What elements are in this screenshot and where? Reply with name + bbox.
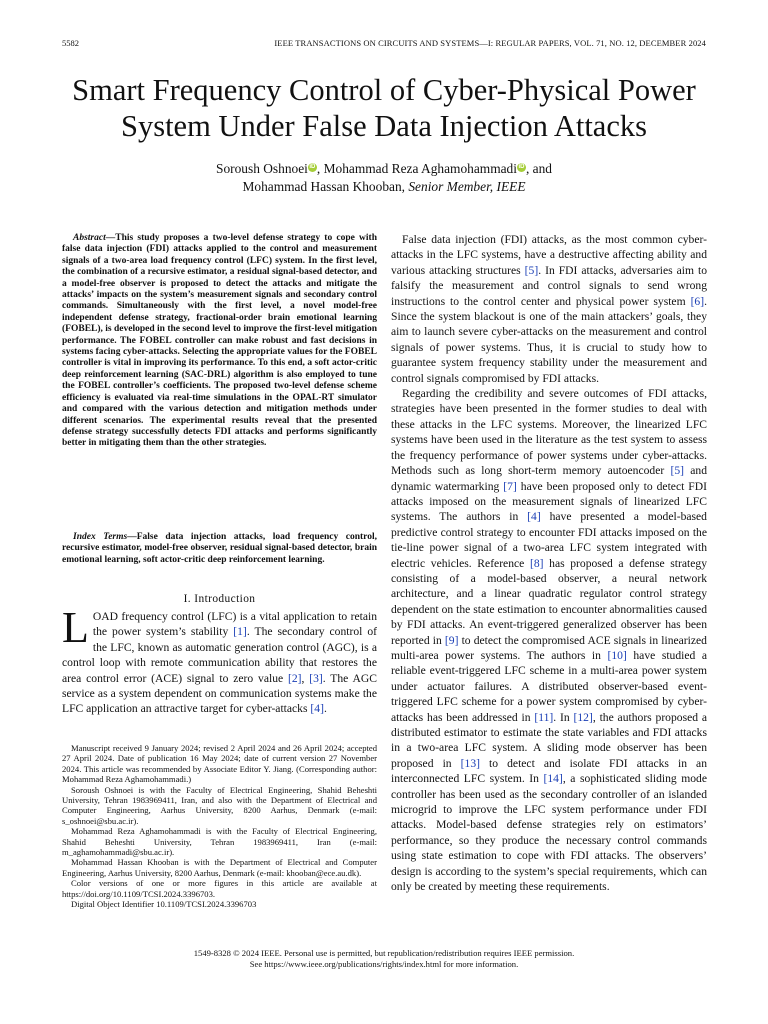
abstract <box>62 233 377 450</box>
author-title: Senior Member, IEEE <box>408 179 526 194</box>
drop-cap: L <box>62 603 89 652</box>
footnote-color: Color versions of one or more figures in this article are available at https://doi.org/10.1109/TCSI.2024.3396703. <box>62 878 377 899</box>
copyright-footer <box>40 948 728 969</box>
citation-link[interactable]: [8] <box>529 556 544 570</box>
index-terms-text: False data injection attacks, load frequency control, recursive estimator, model-free observer, residual signal-based detector, brain emotional learning, soft actor-critic deep reinforcement learning. <box>62 532 377 565</box>
footnotes <box>62 743 377 910</box>
citation-link[interactable]: [5] <box>670 464 685 478</box>
citation-link[interactable]: [5] <box>524 263 539 277</box>
abstract-text: This study proposes a two-level defense strategy to cope with false data injection (FDI) attacks applied to the control and measurement signals of a two-area load frequency control (LFC) system. In the first level, the combination of a recursive estimator, a residual signal-based detector, and a model-free observer is proposed to detect the attacks and mitigate the attacks’ impacts on the system’s measurement signals and secondary control commands. Simultaneously with the first level, a novel model-free independent defense strategy, fractional-order brain emotional learning (FOBEL), is developed in the second level to improve the first-level mitigation performance. The FOBEL controller can make robust and fast decisions in systems facing cyber-attacks. Selecting the appropriate values for the FOBEL controller is vital in improving its performance. To this end, a soft actor-critic deep reinforcement learning (SAC-DRL) algorithm is also employed to tune the FOBEL controller’s coefficients. The proposed two-level defense scheme efficiency is evaluated via real-time simulations in the OPAL-RT simulator and compared with the various detection and mitigation methods under different scenarios. The experimental results reveal that the presented defense strategy successfully detects FDI attacks and performs significantly better in mitigating them than the other strategies. <box>62 233 377 449</box>
citation-link[interactable]: [1] <box>233 625 247 639</box>
body-paragraph: False data injection (FDI) attacks, as the most common cyber-attacks in the LFC systems, have a destructive affecting ability and various attacking structures [5]. In FDI attacks, adversaries aim to falsify the measurement and control signals to send wrong instructions to the control center and physical power system [6]. Since the system blackout is one of the main attackers’ goals, they aim to launch severe cyber-attacks on the measurement and control signals of power systems. Thus, it is crucial to study how to guarantee system frequency stability under the measurement and control signals compromised by FDI attacks. <box>391 233 708 385</box>
intro-paragraph <box>62 603 377 717</box>
citation-link[interactable]: [3] <box>309 671 323 685</box>
section-heading: I. Introduction <box>183 593 256 605</box>
orcid-icon[interactable]: iD <box>518 163 525 170</box>
citation-link[interactable]: [4] <box>527 510 541 524</box>
author-list: Soroush Oshnoei iD , Mohammad Reza Aghamohammadi iD , and Mohammad Hassan Khooban, Senior Member, IEEE <box>216 161 552 194</box>
right-column <box>391 232 707 894</box>
body-paragraph: Regarding the credibility and severe outcomes of FDI attacks, strategies have been presented in the former studies to deal with these attacks in the LFC systems. Moreover, the linearized LFC systems have been used in the literature as the test system to assess the frequency performance of power systems under cyber-attacks. Methods such as long short-term memory autoencoder [5] and dynamic watermarking [7] have been proposed only to detect FDI attacks imposed on the measurement signals of linearized LFC systems. The authors in [4] have presented a model-based predictive control strategy to encounter FDI attacks imposed on the tie-line power signal of a two-area LFC system integrated with electric vehicles. Reference [8] has proposed a defense strategy consisting of a model-based observer, a neural network architecture, and a linear quadratic regulator control strategy dependent on the state estimation to encounter abnormalities caused by FDI attacks. An event-triggered generalized observer has been reported in [9] to detect the compromised ACE signals in linearized multi-area power systems. The authors in [10] have studied a reliable event-triggered LFC scheme in a multi-area power system under actuator failures. A distributed observer-based event-triggered LFC scheme for a power system compromised by cyber-attacks has been addressed in [11]. In [12], the authors proposed a distributed estimator to estimate the state variables and FDI attacks in a two-area LFC system. A sliding mode observer has been proposed in [13] to detect and isolate FDI attacks in an interconnected LFC system. In [14], a sophisticated sliding mode controller has been used as the secondary controller of an islanded microgrid to improve the LFC system performance under FDI attacks. Model-based defense strategies rely on estimators’ performance, so they produce the necessary control commands using state estimation to cope with FDI attacks. The observers’ design is according to the system’s special requirements, which can only be created by meeting these requirements. <box>391 387 708 894</box>
page-number: 5582 <box>62 38 79 48</box>
author-name: Mohammad Hassan Khooban <box>242 179 402 194</box>
footnote-manuscript: Manuscript received 9 January 2024; revised 2 April 2024 and 26 April 2024; accepted 27 April 2024. Date of publication 16 May 2024; date of current version 27 November 2024. This article was recommended by Associate Editor Y. Jiang. (Corresponding author: Mohammad Reza Aghamohammadi.) <box>62 743 377 785</box>
author-name: Soroush Oshnoei <box>216 161 308 176</box>
citation-link[interactable]: [13] <box>460 756 480 770</box>
paper-title: Smart Frequency Control of Cyber-Physical Power System Under False Data Injection Attacks <box>72 73 696 143</box>
footnote-author2: Mohammad Reza Aghamohammadi is with the Faculty of Electrical Engineering, Shahid Beheshti University, Tehran 1983969411, Iran (e-mail: m_aghamohammadi@sbu.ac.ir). <box>62 826 377 858</box>
author-name: Mohammad Reza Aghamohammadi <box>323 161 517 176</box>
index-terms-label: Index Terms— <box>73 532 137 542</box>
citation-link[interactable]: [11] <box>534 710 554 724</box>
citation-link[interactable]: [2] <box>287 671 302 685</box>
citation-link[interactable]: [12] <box>573 710 593 724</box>
footnote-author1: Soroush Oshnoei is with the Faculty of Electrical Engineering, Shahid Beheshti University, Tehran 1983969411, Iran, and also with the Department of Electrical and Computer Engineering, Aarhus University, 8200 Aarhus, Denmark (e-mail: s_oshnoei@sbu.ac.ir). <box>62 784 377 826</box>
journal-header: IEEE TRANSACTIONS ON CIRCUITS AND SYSTEMS—I: REGULAR PAPERS, VOL. 71, NO. 12, DECEMBER 2024 <box>274 38 706 48</box>
citation-link[interactable]: [4] <box>310 702 324 716</box>
orcid-icon[interactable]: iD <box>309 163 316 170</box>
citation-link[interactable]: [6] <box>690 294 705 308</box>
citation-link[interactable]: [10] <box>607 648 627 662</box>
copyright-line: 1549-8328 © 2024 IEEE. Personal use is permitted, but republication/redistribution requires IEEE permission. <box>193 948 575 958</box>
index-terms <box>62 532 377 566</box>
citation-link[interactable]: [7] <box>503 479 517 493</box>
rights-line: See https://www.ieee.org/publications/rights/index.html for more information. <box>249 958 519 969</box>
author-connector: , and <box>525 161 552 176</box>
footnote-author3: Mohammad Hassan Khooban is with the Department of Electrical and Computer Engineering, Aarhus University, 8200 Aarhus, Denmark (e-mail: khooban@ece.au.dk). <box>62 857 377 878</box>
abstract-label: Abstract— <box>73 233 116 243</box>
footnote-doi: Digital Object Identifier 10.1109/TCSI.2024.3396703 <box>71 899 257 910</box>
citation-link[interactable]: [9] <box>444 633 459 647</box>
intro-text: OAD frequency control (LFC) is a vital application to retain the power system’s stability [1]. The secondary control of the LFC, known as automatic generation control (AGC), is a control loop with remote communication ability that restores the area control error (ACE) signal to zero value [2], [3]. The AGC service as a system dependent on communication systems make the LFC application an attractive target for cyber-attacks [4]. <box>62 610 377 716</box>
citation-link[interactable]: [14] <box>543 772 563 786</box>
